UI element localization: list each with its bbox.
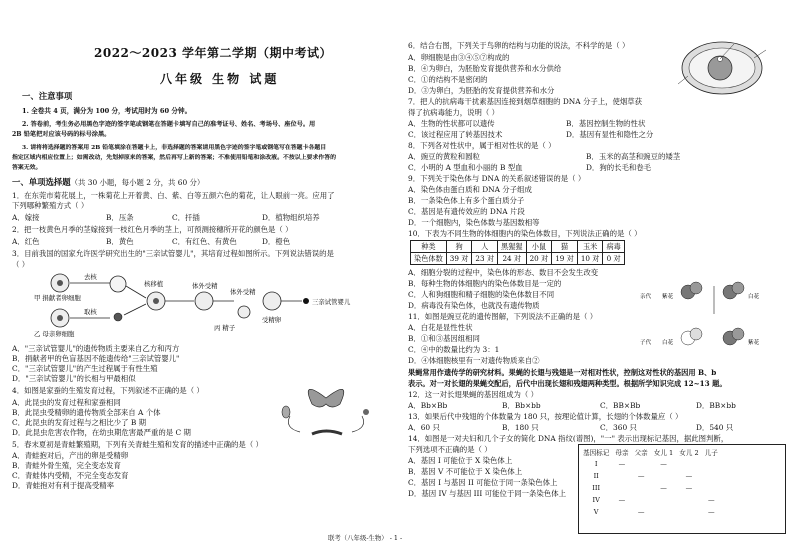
q10-option-a: A．细胞分裂的过程中，染色体的形态、数目不会发生改变 [408, 268, 599, 277]
q11-option-b: B．①和③基因组相同 [408, 334, 480, 343]
flower-shape [690, 282, 702, 294]
table-cell: 19 对 [552, 253, 578, 265]
label-take: 取核 [84, 308, 97, 316]
q2-stem: 2．把一枝黄色月季的茎嫁接到一枝红色月季的茎上，可预测接穗所开花的颜色是（ ） [12, 225, 293, 234]
grid-header-cell: 儿子 [704, 449, 718, 457]
cycle-arc-right [352, 416, 364, 432]
q10-option-c: C．人和狗细胞和精子细胞的染色体数目不同 [408, 290, 555, 299]
exam-title: 2022～2023 学年第二学期（期中考试） [94, 46, 332, 60]
q6-stem: 6．结合右图，下列关于鸟卵的结构与功能的说法，不科学的是（ ） [408, 41, 630, 50]
q1-option-b: B．压条 [106, 213, 134, 222]
q14-option-d: D．基因 IV 与基因 III 可能位于同一条染色体上 [408, 489, 566, 498]
q14-option-a: A．基因 I 可能位于 X 染色体上 [408, 456, 513, 465]
sperm-head-shape [238, 306, 250, 318]
label-ivf: 体外受精 [192, 282, 218, 290]
q6-option-c: C．①的结构不是密闭的 [408, 75, 488, 84]
q13-stem: 13．如果后代中残翅的个体数量为 180 只，按理论值计算，长翅的个体数量应（ ） [408, 412, 683, 421]
flower-shape [690, 328, 702, 340]
donor-nucleus-shape [57, 280, 63, 286]
table-header-cell: 玉米 [577, 241, 603, 253]
table-header-cell: 猫 [552, 241, 578, 253]
q3-stem: 3．目前我国的国家允许医学研究出生的"三亲试管婴儿"，其培育过程如图所示。下列说法错误的是 [12, 249, 334, 258]
q8-option-c: C．小明的 A 型血和小丽的 B 型血 [408, 163, 523, 172]
label-donor-a: 甲 捐献者卵细胞 [34, 294, 81, 302]
arrow-merge-2 [124, 304, 146, 315]
q2-option-c: C．有红色、有黄色 [172, 237, 237, 246]
q6-option-a: A．卵细胞是由③④⑤⑦构成的 [408, 53, 510, 62]
label-offspring: 子代 [640, 340, 652, 346]
table-header-cell: 黑猩猩 [498, 241, 527, 253]
page-footer: 联考（八年级-生物） - 1 - [328, 534, 403, 542]
egg-shape [363, 409, 369, 415]
silkworm-cycle-diagram [270, 376, 382, 442]
q2-option-b: B．黄色 [106, 237, 134, 246]
table-header-cell: 人 [472, 241, 498, 253]
grid-header-cell: 基因标记 [583, 449, 610, 457]
q3-option-d: D．"三亲试管婴儿"的长相与甲最相似 [12, 374, 136, 383]
q11-option-a: A．白花是显性性状 [408, 323, 473, 332]
q13-option-a: A．60 只 [408, 423, 440, 432]
flower-shape [732, 328, 744, 340]
section1-header [12, 178, 204, 187]
table-cell: 23 对 [472, 253, 498, 265]
label-purple-1: 紫花 [662, 294, 674, 300]
q12-option-c: C．BB×Bb [600, 401, 641, 410]
table-row [411, 253, 625, 265]
passage-line-1: 果蝇常用作遗传学的研究材料。果蝇的长翅与残翅是一对相对性状，控制这对性状的基因用 B、b [408, 368, 717, 377]
q9-option-d: D．一个细胞内，染色体数与基因数相等 [408, 218, 540, 227]
pupa-shape [282, 406, 290, 418]
table-header-row [411, 241, 625, 253]
q3-stem-2: （ ） [12, 260, 30, 269]
q8-option-b: B．玉米的高茎和豌豆的矮茎 [586, 152, 681, 161]
q2-option-a: A．红色 [12, 237, 40, 246]
dna-fingerprint-grid [580, 446, 721, 518]
grid-header-row [580, 446, 721, 458]
passage-line-2: 表示。对一对长翅的果蝇交配后，后代中出现长翅和残翅两种类型。根据所学知识完成 12~13 题。 [408, 379, 727, 388]
grid-header-cell: 女儿 2 [679, 449, 699, 457]
label-nuclear: 核移植 [144, 280, 164, 288]
grid-header-cell: 女儿 1 [653, 449, 674, 457]
section1-heading: 一、单项选择题 [12, 177, 71, 187]
q14-option-b: B．基因 V 不可能位于 X 染色体上 [408, 467, 523, 476]
label-donor-b: 乙 母亲卵细胞 [34, 330, 75, 338]
q6-option-d: D．③为卵白，为胚胎的发育提供营养和水分 [408, 86, 555, 95]
table-cell: 10 对 [577, 253, 603, 265]
label-purple-2: 紫花 [748, 340, 760, 346]
table-cell: 24 对 [498, 253, 527, 265]
table-header-cell: 小鼠 [526, 241, 552, 253]
q13-option-c: C．360 只 [600, 423, 637, 432]
grid-header-cell: 母亲 [615, 449, 629, 457]
label-parent: 亲代 [640, 294, 652, 300]
q12-stem: 12．这一对长翅果蝇的基因组成为（ ） [408, 390, 539, 399]
grid-row: I — — [580, 458, 721, 470]
table-header-cell: 病毒 [603, 241, 624, 253]
cultured-egg-shape [195, 292, 213, 310]
q4-stem: 4．如图是家蚕的生殖发育过程，下列叙述不正确的是（ ） [12, 386, 204, 395]
note-3a: 3. 请将将选择题的答案用 2B 铅笔填涂在答题卡上，非选择题的答案请用黑色字迹的签字笔或钢笔写在答题卡各题目 [22, 144, 327, 151]
exam-subtitle: 八年级 生物 试题 [160, 72, 280, 86]
grid-row: V — — [580, 506, 721, 518]
larva-shape [312, 431, 342, 434]
q10-stem: 10．下表为不同生物的体细胞内的染色体数目，下列说法正确的是（ ） [408, 229, 642, 238]
q9-option-c: C．基因是有遗传效应的 DNA 片段 [408, 207, 525, 216]
mother-nucleus-shape [57, 315, 63, 321]
enucleated-egg-shape [110, 276, 126, 292]
q1-option-d: D．植物组织培养 [262, 213, 320, 222]
note-2b: 2B 铅笔把对应该号码的标号涂黑。 [12, 131, 111, 138]
table-cell: 20 对 [526, 253, 552, 265]
grid-row-label: III [592, 484, 601, 492]
q3-option-a: A．"三亲试管婴儿"的遗传物质主要来自乙方和丙方 [12, 344, 180, 353]
label-fert: 体外受精 [230, 288, 256, 296]
q4-option-b: B．此昆虫受精卵的遗传物质全部来自 A 个体 [12, 408, 161, 417]
q2-option-d: D．橙色 [262, 237, 291, 246]
table-header-cell: 狗 [446, 241, 472, 253]
q8-option-a: A．豌豆的黄粒和圆粒 [408, 152, 480, 161]
q10-option-b: B．每种生物的体细胞内的染色体数目是一定的 [408, 279, 562, 288]
q1-stem: 1．在东莞市菊花展上，一株菊花上开着黄、白、紫、白等五颜六色的菊花，让人眼前一亮。应用了 [12, 191, 335, 200]
section1-rule: （共 30 小题，每小题 2 分，共 60 分） [70, 178, 205, 187]
q7-option-a: A．生物的性状都可以遗传 [408, 119, 495, 128]
q8-option-d: D．狗的长毛和卷毛 [586, 163, 652, 172]
q11-option-c: C．④中的数量比约为 3：1 [408, 345, 500, 354]
q3-option-c: C．"三亲试管婴儿"的产生过程属于有性生殖 [12, 364, 158, 373]
q7-stem-2: 得了抗病毒能力，说明（ ） [408, 108, 500, 117]
q4-option-a: A．此昆虫的发育过程和家蚕相同 [12, 398, 121, 407]
grid-row-label: I [594, 460, 598, 468]
q14-stem-2: 下列选项不正确的是（ ） [408, 445, 492, 454]
grid-row-label: II [593, 472, 599, 480]
note-3b: 指定区域内相应位置上；如需改动，先划掉原来的答案，然后再写上新的答案；不准使用铅笔和涂改液。不按以上要求作答的 [12, 154, 336, 161]
label-baby: 三亲试管婴儿 [312, 298, 351, 306]
q7-option-d: D．基因有显性和隐性之分 [566, 130, 654, 139]
grid-row-label: V [593, 508, 599, 516]
q10-option-d: D．病毒没有染色体，也就没有遗传物质 [408, 301, 540, 310]
grid-row: III — — [580, 482, 721, 494]
grid-row: II — — [580, 470, 721, 482]
grid-row-label: IV [592, 496, 600, 504]
extracted-nucleus-shape [114, 313, 122, 321]
q14-stem: 14．如图是一对夫妇和几个子女的简化 DNA 指纹(谱图)，"一" 表示出现标记基因，据此图判断， [408, 434, 729, 443]
q7-stem: 7．把人的抗病毒干扰素基因连接到烟草细胞的 DNA 分子上，使烟草获 [408, 97, 643, 106]
reconstructed-nucleus-shape [153, 298, 159, 304]
q13-option-d: D．540 只 [696, 423, 734, 432]
q7-option-b: B．基因控制生物的性状 [566, 119, 646, 128]
note-3c: 答案无效。 [12, 164, 42, 171]
note-2a: 2. 答卷前，考生务必用黑色字迹的签字笔或钢笔在答题卡填写自己的准考证号、姓名、考场号、座位号。用 [22, 121, 316, 128]
q12-option-b: B．Bb×bb [502, 401, 541, 410]
ivf-diagram [34, 270, 364, 340]
notes-heading: 一、注意事项 [22, 91, 73, 101]
label-white-1: 白花 [748, 294, 760, 300]
q14-option-c: C．基因 I 与基因 II 可能位于同一条染色体上 [408, 478, 558, 487]
q9-option-b: B．一条染色体上有多个蛋白质分子 [408, 196, 525, 205]
table-cell: 39 对 [446, 253, 472, 265]
q4-option-d: D．此昆虫危害农作物，在幼虫期危害最严重的是 C 期 [12, 428, 191, 437]
bird-egg-diagram [674, 38, 774, 98]
baby-dot-shape [303, 298, 309, 304]
table-header-cell: 种类 [411, 241, 447, 253]
q6-option-b: B．④为卵白，为胚胎发育提供营养和水分供给 [408, 64, 562, 73]
q3-option-b: B．捐献者甲的色盲基因不能遗传给"三亲试管婴儿" [12, 354, 180, 363]
q13-option-b: B．180 只 [502, 423, 539, 432]
grid-row: IV — — [580, 494, 721, 506]
pea-flower-diagram [640, 278, 780, 366]
q11-stem: 11．如图是豌豆花的遗传图解，下列说法不正确的是（ ） [408, 312, 598, 321]
q1-option-c: C．扦插 [172, 213, 200, 222]
q11-option-d: D．④体细胞核里有一对遗传物质来自② [408, 356, 540, 365]
q5-option-c: C．青蛙体内受精，不完全变态发育 [12, 471, 129, 480]
label-zygote: 受精卵 [262, 316, 282, 324]
q5-option-a: A．青蛙抱对后，产出的卵是受精卵 [12, 451, 129, 460]
q12-option-a: A．Bb×Bb [408, 401, 448, 410]
q5-stem: 5．春末夏初是青蛙繁殖期，下列有关青蛙生殖和发育的描述中正确的是（ ） [12, 440, 263, 449]
q5-option-d: D．青蛙抱对有利于提高受精率 [12, 481, 115, 490]
moth-shape [308, 389, 344, 407]
q12-option-d: D．BB×bb [696, 401, 736, 410]
chromosome-table [410, 240, 625, 265]
arrow-merge-1 [126, 286, 146, 298]
q1-option-a: A．嫁接 [12, 213, 40, 222]
q4-option-c: C．此昆虫的发育过程与之相比少了 B 期 [12, 418, 147, 427]
zygote-shape [263, 292, 281, 310]
label-sperm: 丙 精子 [214, 324, 236, 332]
cycle-arc-left [288, 416, 300, 432]
q9-option-a: A．染色体由蛋白质和 DNA 分子组成 [408, 185, 532, 194]
label-remove: 去核 [84, 273, 97, 281]
flower-shape [732, 282, 744, 294]
grid-header-cell: 父亲 [634, 449, 648, 457]
q7-option-c: C．该过程应用了转基因技术 [408, 130, 503, 139]
label-white-2: 白花 [662, 340, 674, 346]
q8-stem: 8．下列各对性状中，属于相对性状的是（ ） [408, 141, 556, 150]
q1-stem-2: 下列哪种繁殖方式（ ） [12, 201, 89, 210]
note-1: 1. 全卷共 4 页，满分为 100 分，考试用时为 60 分钟。 [22, 107, 192, 115]
q5-option-b: B．青蛙外骨生殖，完全变态发育 [12, 461, 121, 470]
table-cell: 染色体数 [411, 253, 447, 265]
table-cell: 0 对 [603, 253, 624, 265]
q9-stem: 9．下列关于染色体与 DNA 的关系叙述错误的是（ ） [408, 174, 586, 183]
